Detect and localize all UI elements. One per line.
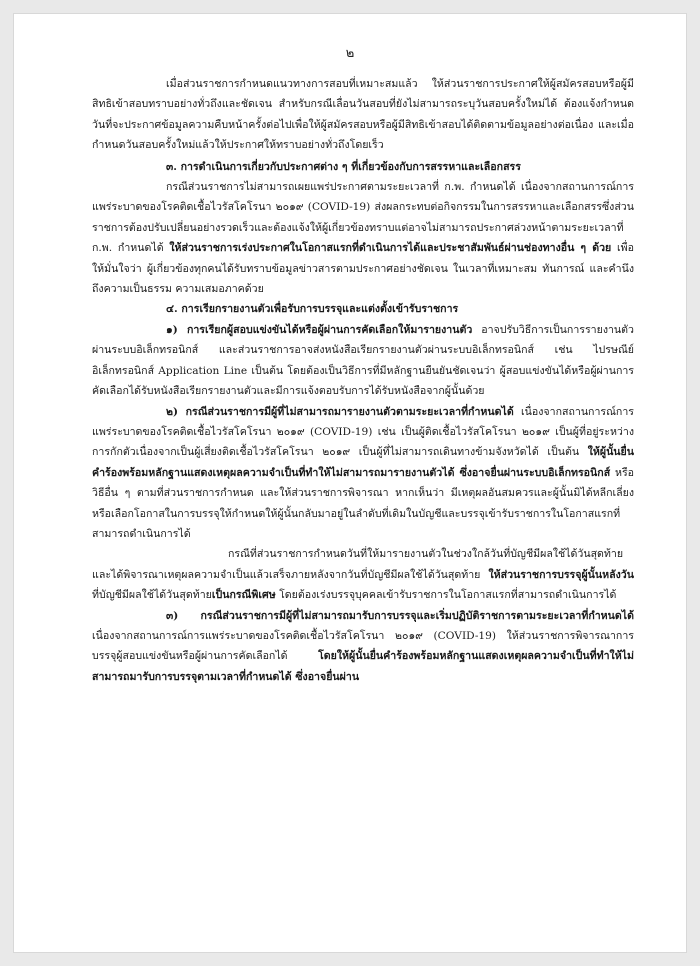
paragraph-item-3 bbox=[92, 606, 634, 688]
item-2-text-b: เนื่องจากสถานการณ์การแพร่ระบาดของโรคติดเชื้อไวรัสโคโรนา ๒๐๑๙ (COVID-19) เช่น เป็นผู้ติดเชื้อไวรัสโคโรนา ๒๐๑๙ เป็นผู้ที่อยู่ระหว่างการกักตัวเนื่องจากเป็นผู้เสี่ยงติดเชื้อไวรัสโคโรนา ๒๐๑๙ เป็นผู้ที่ไม่สามารถเดินทางข้ามจังหวัดได้ เป็นต้น bbox=[92, 405, 634, 459]
page-number: ๒ bbox=[345, 46, 355, 61]
item-2-bold-c: ให้ผู้นั้นยื่นคำร้องพร้อมหลักฐานแสดงเหตุผลความจำเป็นที่ทำให้ไม่สามารถมารายงานตัวได้ ซึ่งอาจยื่นผ่านระบบอิเล็กทรอนิกส์ bbox=[92, 446, 634, 479]
paragraph-item-1 bbox=[92, 320, 634, 402]
paragraph-item-2 bbox=[92, 402, 634, 545]
item-2-text-i: โดยต้องเร่งบรรจุบุคคลเข้ารับราชการในโอกาสแรกที่สามารถดำเนินการได้ bbox=[275, 589, 617, 602]
item-2-title: ๒) กรณีส่วนราชการมีผู้ที่ไม่สามารถมารายงานตัวตามระยะเวลาที่กำหนดได้ bbox=[166, 405, 514, 418]
item-2-text-e: กรณีที่ส่วนราชการกำหนดวันที่ให้มารายงานตัวในช่วงใกล้วันที่บัญชีมีผลใช้ได้วันสุดท้าย และได้พิจารณาเหตุผลความจำเป็นแล้วเสร็จภายหลังจากวันที่บัญชีมีผลใช้ได้วันสุดท้าย bbox=[92, 548, 624, 581]
paragraph-section-3 bbox=[92, 177, 634, 299]
document-page bbox=[14, 14, 686, 952]
item-3-bold-c: โดยให้ผู้นั้นยื่นคำร้องพร้อมหลักฐานแสดงเหตุผลความจำเป็นที่ทำให้ไม่สามารถมารับการบรรจุตามเวลาที่กำหนดได้ ซึ่งอาจยื่นผ่าน bbox=[92, 650, 634, 683]
heading-section-3: ๓. การดำเนินการเกี่ยวกับประกาศต่าง ๆ ที่เกี่ยวข้องกับการสรรหาและเลือกสรร bbox=[166, 160, 521, 173]
item-1-title: ๑) การเรียกผู้สอบแข่งขันได้หรือผู้ผ่านการคัดเลือกให้มารายงานตัว bbox=[166, 323, 473, 336]
item-3-text-b: เนื่องจากสถานการณ์การแพร่ระบาดของโรคติดเชื้อไวรัสโคโรนา ๒๐๑๙ (COVID-19) ให้ส่วนราชการพิจารณาการบรรจุผู้สอบแข่งขันหรือผู้ผ่านการคัดเลือกได้ bbox=[92, 629, 634, 663]
item-2-bold-f: ให้ส่วนราชการบรรจุผู้นั้นหลังวัน bbox=[488, 568, 634, 581]
item-2-bold-h: เป็นกรณีพิเศษ bbox=[211, 589, 276, 602]
paragraph-item-2-deadline bbox=[92, 544, 634, 605]
document-body bbox=[92, 74, 634, 687]
item-2-text-d: หรือวิธีอื่น ๆ ตามที่ส่วนราชการกำหนด และให้ส่วนราชการพิจารณา หากเห็นว่า มีเหตุผลอันสมควรและผู้นั้นมิได้หลีกเลี่ยงหรือเลือกโอกาสในการบรรจุให้กำหนดให้ผู้นั้นกลับมาอยู่ในลำดับที่เดิมในบัญชีและบรรจุเข้ารับราชการในโอกาสแรกที่สามารถดำเนินการได้ bbox=[92, 466, 634, 540]
section-3-text-c: เพื่อให้มั่นใจว่า ผู้เกี่ยวข้องทุกคนได้รับทราบข้อมูลข่าวสารตามประกาศอย่างชัดเจน ในเวลาที่เหมาะสม ทันการณ์ และคำนึงถึงความเป็นธรรม ความเสมอภาคด้วย bbox=[92, 242, 634, 296]
item-1-text: อาจปรับวิธีการเป็นการรายงานตัวผ่านระบบอิเล็กทรอนิกส์ และส่วนราชการอาจส่งหนังสือเรียกรายงานตัวผ่านระบบอิเล็กทรอนิกส์ เช่น ไปรษณีย์อิเล็กทรอนิกส์ Application Line เป็นต้น โดยต้องเป็นวิธีการที่มีหลักฐานยืนยันชัดเจนว่า ผู้สอบแข่งขันได้หรือผู้ผ่านการคัดเลือกได้รับหนังสือเรียกรายงานตัวและมีการแจ้งตอบรับการได้รับหนังสือจากผู้นั้นด้วย bbox=[92, 323, 635, 398]
paragraph-exam-announcement: เมื่อส่วนราชการกำหนดแนวทางการสอบที่เหมาะสมแล้ว ให้ส่วนราชการประกาศให้ผู้สมัครสอบหรือผู้มีสิทธิเข้าสอบทราบอย่างทั่วถึงและชัดเจน สำหรับกรณีเลื่อนวันสอบที่ยังไม่สามารถระบุวันสอบครั้งใหม่ได้ ต้องแจ้งกำหนดวันที่จะประกาศข้อมูลความคืบหน้าครั้งต่อไปเพื่อให้ผู้สมัครสอบหรือผู้มีสิทธิเข้าสอบได้ติดตามข้อมูลอย่างต่อเนื่อง และเมื่อกำหนดวันสอบครั้งใหม่แล้วให้ประกาศให้ทราบอย่างทั่วถึงโดยเร็ว bbox=[92, 78, 634, 152]
item-2-text-g: ที่บัญชีมีผลใช้ได้วันสุดท้าย bbox=[92, 589, 212, 602]
item-3-title: ๓) กรณีส่วนราชการมีผู้ที่ไม่สามารถมารับการบรรจุและเริ่มปฏิบัติราชการตามระยะเวลาที่กำหนดได้ bbox=[166, 609, 634, 622]
heading-section-4: ๔. การเรียกรายงานตัวเพื่อรับการบรรจุและแต่งตั้งเข้ารับราชการ bbox=[166, 303, 459, 316]
section-3-bold: ให้ส่วนราชการเร่งประกาศในโอกาสแรกที่ดำเนินการได้และประชาสัมพันธ์ผ่านช่องทางอื่น ๆ ด้วย bbox=[169, 242, 612, 255]
section-3-text-a: กรณีส่วนราชการไม่สามารถเผยแพร่ประกาศตามระยะเวลาที่ ก.พ. กำหนดได้ เนื่องจากสถานการณ์การแพร่ระบาดของโรคติดเชื้อไวรัสโคโรนา ๒๐๑๙ (COVID-19) ส่งผลกระทบต่อกิจกรรมในการสรรหาและเลือกสรรซึ่งส่วนราชการต้องปรับเปลี่ยนอย่างรวดเร็วและต้องแจ้งให้ผู้เกี่ยวข้องทราบแต่อาจไม่สามารถประกาศล่วงหน้าตามระยะเวลาที่ ก.พ. กำหนดได้ bbox=[92, 181, 634, 255]
